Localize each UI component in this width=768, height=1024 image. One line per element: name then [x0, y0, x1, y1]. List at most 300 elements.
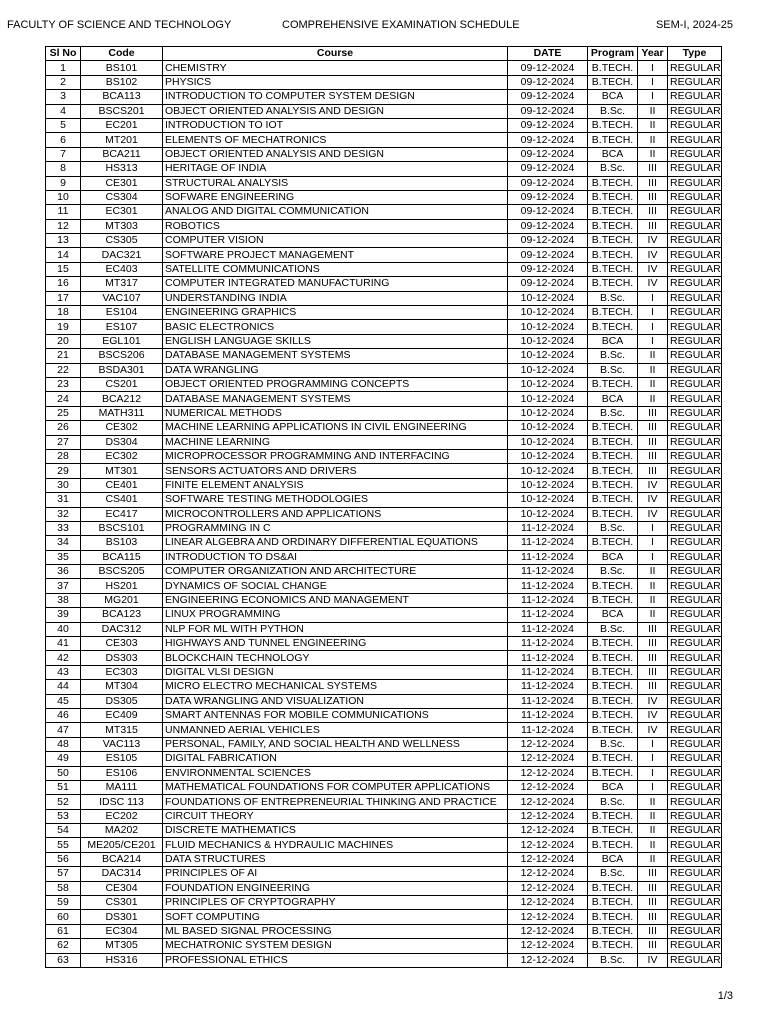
- program-cell: B.TECH.: [588, 248, 638, 262]
- program-cell: B.TECH.: [588, 838, 638, 852]
- code-cell: IDSC 113: [81, 795, 163, 809]
- type-cell: REGULAR: [668, 694, 722, 708]
- slno-cell: 14: [46, 248, 81, 262]
- type-cell: REGULAR: [668, 421, 722, 435]
- course-cell: FLUID MECHANICS & HYDRAULIC MACHINES: [163, 838, 508, 852]
- code-cell: ES107: [81, 320, 163, 334]
- table-row: [46, 205, 722, 219]
- course-cell: DATABASE MANAGEMENT SYSTEMS: [163, 349, 508, 363]
- code-cell: MT305: [81, 939, 163, 953]
- year-cell: II: [638, 809, 668, 823]
- date-cell: 11-12-2024: [508, 708, 588, 722]
- slno-cell: 36: [46, 565, 81, 579]
- table-row: [46, 90, 722, 104]
- column-header-slno: Sl No: [46, 47, 81, 61]
- column-header-code: Code: [81, 47, 163, 61]
- table-row: [46, 334, 722, 348]
- course-cell: ENGLISH LANGUAGE SKILLS: [163, 334, 508, 348]
- type-cell: REGULAR: [668, 219, 722, 233]
- program-cell: B.Sc.: [588, 953, 638, 967]
- type-cell: REGULAR: [668, 262, 722, 276]
- slno-cell: 5: [46, 118, 81, 132]
- slno-cell: 57: [46, 867, 81, 881]
- course-cell: HERITAGE OF INDIA: [163, 162, 508, 176]
- date-cell: 10-12-2024: [508, 334, 588, 348]
- table-row: [46, 608, 722, 622]
- table-row: [46, 75, 722, 89]
- course-cell: MICRO ELECTRO MECHANICAL SYSTEMS: [163, 680, 508, 694]
- year-cell: II: [638, 838, 668, 852]
- year-cell: III: [638, 896, 668, 910]
- course-cell: FINITE ELEMENT ANALYSIS: [163, 478, 508, 492]
- type-cell: REGULAR: [668, 291, 722, 305]
- type-cell: REGULAR: [668, 449, 722, 463]
- type-cell: REGULAR: [668, 190, 722, 204]
- type-cell: REGULAR: [668, 939, 722, 953]
- course-cell: ENGINEERING GRAPHICS: [163, 306, 508, 320]
- course-cell: MACHINE LEARNING: [163, 435, 508, 449]
- program-cell: B.TECH.: [588, 824, 638, 838]
- table-row: [46, 147, 722, 161]
- course-cell: PERSONAL, FAMILY, AND SOCIAL HEALTH AND WELLNESS: [163, 737, 508, 751]
- course-cell: NUMERICAL METHODS: [163, 406, 508, 420]
- course-cell: INTRODUCTION TO DS&AI: [163, 550, 508, 564]
- date-cell: 10-12-2024: [508, 421, 588, 435]
- course-cell: SOFWARE ENGINEERING: [163, 190, 508, 204]
- table-row: [46, 392, 722, 406]
- course-cell: LINUX PROGRAMMING: [163, 608, 508, 622]
- date-cell: 10-12-2024: [508, 306, 588, 320]
- program-cell: BCA: [588, 147, 638, 161]
- table-row: [46, 61, 722, 75]
- date-cell: 10-12-2024: [508, 464, 588, 478]
- type-cell: REGULAR: [668, 61, 722, 75]
- slno-cell: 34: [46, 536, 81, 550]
- column-header-program: Program: [588, 47, 638, 61]
- code-cell: BSDA301: [81, 363, 163, 377]
- slno-cell: 43: [46, 665, 81, 679]
- year-cell: I: [638, 75, 668, 89]
- slno-cell: 56: [46, 852, 81, 866]
- code-cell: DS301: [81, 910, 163, 924]
- course-cell: PROGRAMMING IN C: [163, 521, 508, 535]
- year-cell: III: [638, 176, 668, 190]
- date-cell: 10-12-2024: [508, 449, 588, 463]
- course-cell: DIGITAL VLSI DESIGN: [163, 665, 508, 679]
- program-cell: BCA: [588, 550, 638, 564]
- course-cell: OBJECT ORIENTED ANALYSIS AND DESIGN: [163, 104, 508, 118]
- code-cell: EC304: [81, 924, 163, 938]
- slno-cell: 15: [46, 262, 81, 276]
- course-cell: PROFESSIONAL ETHICS: [163, 953, 508, 967]
- code-cell: VAC113: [81, 737, 163, 751]
- year-cell: III: [638, 680, 668, 694]
- type-cell: REGULAR: [668, 881, 722, 895]
- date-cell: 10-12-2024: [508, 507, 588, 521]
- date-cell: 11-12-2024: [508, 694, 588, 708]
- type-cell: REGULAR: [668, 651, 722, 665]
- code-cell: CE303: [81, 637, 163, 651]
- program-cell: B.TECH.: [588, 75, 638, 89]
- slno-cell: 45: [46, 694, 81, 708]
- program-cell: B.Sc.: [588, 104, 638, 118]
- table-row: [46, 737, 722, 751]
- program-cell: B.TECH.: [588, 723, 638, 737]
- year-cell: III: [638, 651, 668, 665]
- slno-cell: 22: [46, 363, 81, 377]
- code-cell: ES104: [81, 306, 163, 320]
- slno-cell: 59: [46, 896, 81, 910]
- slno-cell: 28: [46, 449, 81, 463]
- year-cell: I: [638, 737, 668, 751]
- program-cell: B.TECH.: [588, 809, 638, 823]
- slno-cell: 61: [46, 924, 81, 938]
- slno-cell: 41: [46, 637, 81, 651]
- code-cell: CS301: [81, 896, 163, 910]
- code-cell: MT304: [81, 680, 163, 694]
- code-cell: BSCS101: [81, 521, 163, 535]
- type-cell: REGULAR: [668, 306, 722, 320]
- table-row: [46, 363, 722, 377]
- program-cell: B.TECH.: [588, 536, 638, 550]
- year-cell: I: [638, 320, 668, 334]
- slno-cell: 27: [46, 435, 81, 449]
- course-cell: PRINCIPLES OF AI: [163, 867, 508, 881]
- date-cell: 09-12-2024: [508, 234, 588, 248]
- program-cell: B.TECH.: [588, 896, 638, 910]
- year-cell: III: [638, 162, 668, 176]
- type-cell: REGULAR: [668, 435, 722, 449]
- code-cell: CS201: [81, 377, 163, 391]
- date-cell: 12-12-2024: [508, 852, 588, 866]
- program-cell: B.TECH.: [588, 752, 638, 766]
- type-cell: REGULAR: [668, 708, 722, 722]
- course-cell: MICROCONTROLLERS AND APPLICATIONS: [163, 507, 508, 521]
- table-row: [46, 104, 722, 118]
- year-cell: III: [638, 205, 668, 219]
- year-cell: III: [638, 435, 668, 449]
- date-cell: 12-12-2024: [508, 824, 588, 838]
- code-cell: MT201: [81, 133, 163, 147]
- type-cell: REGULAR: [668, 550, 722, 564]
- slno-cell: 11: [46, 205, 81, 219]
- course-cell: BASIC ELECTRONICS: [163, 320, 508, 334]
- course-cell: SOFT COMPUTING: [163, 910, 508, 924]
- slno-cell: 1: [46, 61, 81, 75]
- code-cell: CE301: [81, 176, 163, 190]
- date-cell: 12-12-2024: [508, 910, 588, 924]
- date-cell: 10-12-2024: [508, 435, 588, 449]
- program-cell: BCA: [588, 392, 638, 406]
- table-row: [46, 190, 722, 204]
- table-row: [46, 478, 722, 492]
- program-cell: B.TECH.: [588, 694, 638, 708]
- code-cell: DAC314: [81, 867, 163, 881]
- type-cell: REGULAR: [668, 493, 722, 507]
- date-cell: 11-12-2024: [508, 680, 588, 694]
- slno-cell: 29: [46, 464, 81, 478]
- slno-cell: 47: [46, 723, 81, 737]
- program-cell: B.TECH.: [588, 262, 638, 276]
- table-row: [46, 896, 722, 910]
- slno-cell: 42: [46, 651, 81, 665]
- course-cell: SMART ANTENNAS FOR MOBILE COMMUNICATIONS: [163, 708, 508, 722]
- date-cell: 12-12-2024: [508, 896, 588, 910]
- course-cell: ANALOG AND DIGITAL COMMUNICATION: [163, 205, 508, 219]
- code-cell: BCA123: [81, 608, 163, 622]
- code-cell: EC403: [81, 262, 163, 276]
- semester-label: SEM-I, 2024-25: [655, 19, 733, 31]
- exam-schedule-table: [45, 46, 722, 968]
- year-cell: IV: [638, 708, 668, 722]
- year-cell: I: [638, 306, 668, 320]
- date-cell: 09-12-2024: [508, 104, 588, 118]
- year-cell: III: [638, 622, 668, 636]
- program-cell: B.TECH.: [588, 493, 638, 507]
- program-cell: B.TECH.: [588, 708, 638, 722]
- date-cell: 09-12-2024: [508, 118, 588, 132]
- table-row: [46, 133, 722, 147]
- program-cell: B.TECH.: [588, 118, 638, 132]
- year-cell: III: [638, 924, 668, 938]
- date-cell: 12-12-2024: [508, 881, 588, 895]
- year-cell: II: [638, 579, 668, 593]
- type-cell: REGULAR: [668, 608, 722, 622]
- type-cell: REGULAR: [668, 205, 722, 219]
- year-cell: II: [638, 147, 668, 161]
- program-cell: B.Sc.: [588, 291, 638, 305]
- year-cell: II: [638, 593, 668, 607]
- slno-cell: 4: [46, 104, 81, 118]
- type-cell: REGULAR: [668, 565, 722, 579]
- year-cell: I: [638, 766, 668, 780]
- code-cell: HS316: [81, 953, 163, 967]
- table-row: [46, 780, 722, 794]
- date-cell: 10-12-2024: [508, 478, 588, 492]
- year-cell: III: [638, 665, 668, 679]
- program-cell: B.TECH.: [588, 464, 638, 478]
- type-cell: REGULAR: [668, 377, 722, 391]
- type-cell: REGULAR: [668, 867, 722, 881]
- type-cell: REGULAR: [668, 104, 722, 118]
- program-cell: B.Sc.: [588, 363, 638, 377]
- slno-cell: 40: [46, 622, 81, 636]
- program-cell: B.Sc.: [588, 406, 638, 420]
- program-cell: B.TECH.: [588, 421, 638, 435]
- program-cell: B.TECH.: [588, 665, 638, 679]
- code-cell: ES106: [81, 766, 163, 780]
- table-row: [46, 565, 722, 579]
- date-cell: 12-12-2024: [508, 766, 588, 780]
- slno-cell: 24: [46, 392, 81, 406]
- year-cell: IV: [638, 493, 668, 507]
- date-cell: 09-12-2024: [508, 133, 588, 147]
- course-cell: SOFTWARE TESTING METHODOLOGIES: [163, 493, 508, 507]
- program-cell: B.Sc.: [588, 795, 638, 809]
- document-title: COMPREHENSIVE EXAMINATION SCHEDULE: [282, 19, 520, 31]
- table-row: [46, 421, 722, 435]
- code-cell: DS305: [81, 694, 163, 708]
- course-cell: DATA STRUCTURES: [163, 852, 508, 866]
- type-cell: REGULAR: [668, 622, 722, 636]
- course-cell: NLP FOR ML WITH PYTHON: [163, 622, 508, 636]
- table-row: [46, 924, 722, 938]
- table-row: [46, 449, 722, 463]
- code-cell: BCA212: [81, 392, 163, 406]
- year-cell: I: [638, 780, 668, 794]
- program-cell: B.TECH.: [588, 320, 638, 334]
- code-cell: BSCS206: [81, 349, 163, 363]
- code-cell: BCA115: [81, 550, 163, 564]
- table-row: [46, 593, 722, 607]
- program-cell: B.TECH.: [588, 651, 638, 665]
- type-cell: REGULAR: [668, 75, 722, 89]
- date-cell: 10-12-2024: [508, 392, 588, 406]
- type-cell: REGULAR: [668, 507, 722, 521]
- type-cell: REGULAR: [668, 838, 722, 852]
- table-row: [46, 118, 722, 132]
- code-cell: MT317: [81, 277, 163, 291]
- page-number: 1/3: [717, 990, 733, 1002]
- table-row: [46, 435, 722, 449]
- course-cell: DATABASE MANAGEMENT SYSTEMS: [163, 392, 508, 406]
- program-cell: BCA: [588, 608, 638, 622]
- type-cell: REGULAR: [668, 162, 722, 176]
- course-cell: COMPUTER VISION: [163, 234, 508, 248]
- year-cell: IV: [638, 234, 668, 248]
- date-cell: 11-12-2024: [508, 521, 588, 535]
- type-cell: REGULAR: [668, 406, 722, 420]
- type-cell: REGULAR: [668, 852, 722, 866]
- table-row: [46, 579, 722, 593]
- table-row: [46, 406, 722, 420]
- date-cell: 09-12-2024: [508, 162, 588, 176]
- type-cell: REGULAR: [668, 593, 722, 607]
- year-cell: II: [638, 392, 668, 406]
- program-cell: B.TECH.: [588, 507, 638, 521]
- course-cell: MECHATRONIC SYSTEM DESIGN: [163, 939, 508, 953]
- table-row: [46, 867, 722, 881]
- year-cell: III: [638, 867, 668, 881]
- year-cell: II: [638, 795, 668, 809]
- code-cell: BSCS201: [81, 104, 163, 118]
- type-cell: REGULAR: [668, 953, 722, 967]
- slno-cell: 63: [46, 953, 81, 967]
- year-cell: III: [638, 219, 668, 233]
- date-cell: 09-12-2024: [508, 61, 588, 75]
- type-cell: REGULAR: [668, 665, 722, 679]
- program-cell: B.TECH.: [588, 190, 638, 204]
- slno-cell: 2: [46, 75, 81, 89]
- table-row: [46, 536, 722, 550]
- date-cell: 10-12-2024: [508, 363, 588, 377]
- table-row: [46, 493, 722, 507]
- course-cell: LINEAR ALGEBRA AND ORDINARY DIFFERENTIAL EQUATIONS: [163, 536, 508, 550]
- table-row: [46, 824, 722, 838]
- column-header-course: Course: [163, 47, 508, 61]
- slno-cell: 26: [46, 421, 81, 435]
- date-cell: 11-12-2024: [508, 565, 588, 579]
- year-cell: IV: [638, 694, 668, 708]
- course-cell: OBJECT ORIENTED PROGRAMMING CONCEPTS: [163, 377, 508, 391]
- slno-cell: 6: [46, 133, 81, 147]
- slno-cell: 60: [46, 910, 81, 924]
- slno-cell: 62: [46, 939, 81, 953]
- program-cell: B.Sc.: [588, 521, 638, 535]
- type-cell: REGULAR: [668, 392, 722, 406]
- year-cell: III: [638, 637, 668, 651]
- date-cell: 11-12-2024: [508, 665, 588, 679]
- year-cell: IV: [638, 723, 668, 737]
- code-cell: CE401: [81, 478, 163, 492]
- table-row: [46, 377, 722, 391]
- date-cell: 10-12-2024: [508, 320, 588, 334]
- date-cell: 11-12-2024: [508, 723, 588, 737]
- date-cell: 09-12-2024: [508, 147, 588, 161]
- program-cell: BCA: [588, 780, 638, 794]
- table-row: [46, 176, 722, 190]
- slno-cell: 37: [46, 579, 81, 593]
- type-cell: REGULAR: [668, 277, 722, 291]
- slno-cell: 49: [46, 752, 81, 766]
- code-cell: HS313: [81, 162, 163, 176]
- program-cell: B.TECH.: [588, 680, 638, 694]
- program-cell: B.TECH.: [588, 766, 638, 780]
- year-cell: I: [638, 90, 668, 104]
- table-row: [46, 694, 722, 708]
- code-cell: EGL101: [81, 334, 163, 348]
- year-cell: III: [638, 421, 668, 435]
- program-cell: B.Sc.: [588, 162, 638, 176]
- slno-cell: 19: [46, 320, 81, 334]
- program-cell: B.Sc.: [588, 737, 638, 751]
- type-cell: REGULAR: [668, 910, 722, 924]
- table-row: [46, 291, 722, 305]
- program-cell: B.TECH.: [588, 449, 638, 463]
- course-cell: OBJECT ORIENTED ANALYSIS AND DESIGN: [163, 147, 508, 161]
- faculty-heading: FACULTY OF SCIENCE AND TECHNOLOGY: [7, 19, 232, 31]
- table-row: [46, 248, 722, 262]
- code-cell: MT315: [81, 723, 163, 737]
- year-cell: III: [638, 449, 668, 463]
- slno-cell: 35: [46, 550, 81, 564]
- date-cell: 09-12-2024: [508, 219, 588, 233]
- code-cell: DS303: [81, 651, 163, 665]
- date-cell: 11-12-2024: [508, 550, 588, 564]
- table-row: [46, 234, 722, 248]
- slno-cell: 53: [46, 809, 81, 823]
- code-cell: BCA214: [81, 852, 163, 866]
- type-cell: REGULAR: [668, 752, 722, 766]
- date-cell: 09-12-2024: [508, 248, 588, 262]
- year-cell: IV: [638, 478, 668, 492]
- program-cell: B.TECH.: [588, 910, 638, 924]
- course-cell: PRINCIPLES OF CRYPTOGRAPHY: [163, 896, 508, 910]
- program-cell: B.TECH.: [588, 176, 638, 190]
- slno-cell: 33: [46, 521, 81, 535]
- course-cell: DYNAMICS OF SOCIAL CHANGE: [163, 579, 508, 593]
- year-cell: II: [638, 133, 668, 147]
- type-cell: REGULAR: [668, 176, 722, 190]
- program-cell: B.TECH.: [588, 277, 638, 291]
- date-cell: 12-12-2024: [508, 939, 588, 953]
- date-cell: 09-12-2024: [508, 205, 588, 219]
- code-cell: BCA211: [81, 147, 163, 161]
- slno-cell: 52: [46, 795, 81, 809]
- date-cell: 12-12-2024: [508, 867, 588, 881]
- date-cell: 11-12-2024: [508, 622, 588, 636]
- type-cell: REGULAR: [668, 766, 722, 780]
